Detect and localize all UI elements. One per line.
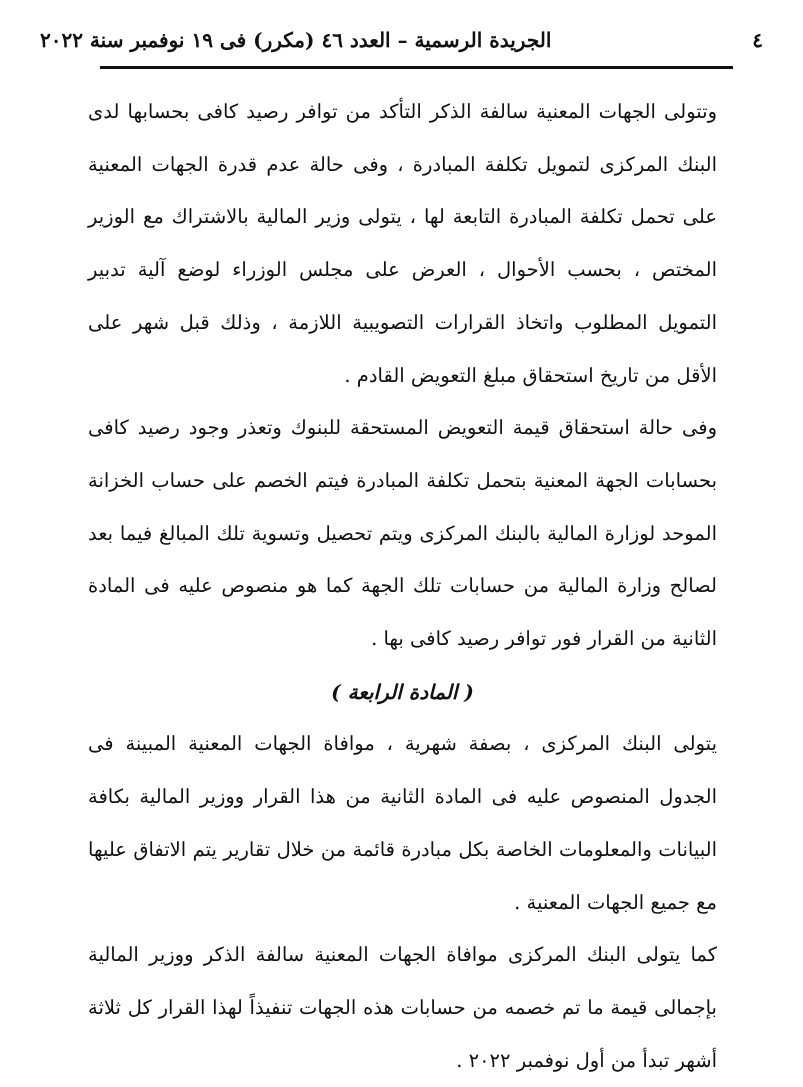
paragraph-monthly-reporting: يتولى البنك المركزى ، بصفة شهرية ، موافاة الجهات المعنية المبينة فى الجدول المنصوص عليه فى المادة الثانية من هذا القرار ووزير المالية بكافة البيانات والمعلومات الخاصة بكل مبادرة قائمة من خلال تقارير يتم الاتفاق عليها مع جميع الجهات المعنية . xyxy=(88,732,717,914)
paragraph-quarterly-reporting: كما يتولى البنك المركزى موافاة الجهات المعنية سالفة الذكر ووزير المالية بإجمالى قيمة ما تم خصمه من حسابات هذه الجهات تنفيذاً لهذا القرار كل ثلاثة أشهر تبدأ من أول نوفمبر ٢٠٢٢ . xyxy=(88,943,717,1072)
header-rule xyxy=(100,66,733,69)
paragraph-funding-responsibility: وتتولى الجهات المعنية سالفة الذكر التأكد من توافر رصيد كافى بحسابها لدى البنك المركزى لتمويل تكلفة المبادرة ، وفى حالة عدم قدرة الجهات المعنية على تحمل تكلفة المبادرة التابعة لها ، يتولى وزير المالية بالاشتراك مع الوزير المختص ، بحسب الأحوال ، العرض على مجلس الوزراء لوضع آلية تدبير التمويل المطلوب واتخاذ القرارات التصويبية اللازمة ، وذلك قبل شهر على الأقل من تاريخ استحقاق مبلغ التعويض القادم . xyxy=(88,100,717,387)
page-header xyxy=(40,20,763,60)
article-four-heading: ( المادة الرابعة ) xyxy=(331,679,474,704)
gazette-title: الجريدة الرسمية – العدد ٤٦ (مكرر) فى ١٩ نوفمبر سنة ٢٠٢٢ xyxy=(40,28,552,52)
page-number: ٤ xyxy=(752,28,763,52)
document-body xyxy=(88,86,717,1087)
paragraph-compensation-deduction: وفى حالة استحقاق قيمة التعويض المستحقة للبنوك وتعذر وجود رصيد كافى بحسابات الجهة المعنية بتحمل تكلفة المبادرة فيتم الخصم على حساب الخزانة الموحد لوزارة المالية بالبنك المركزى ويتم تحصيل وتسوية تلك المبالغ فيما بعد لصالح وزارة المالية من حسابات تلك الجهة كما هو منصوص عليه فى المادة الثانية من القرار فور توافر رصيد كافى بها . xyxy=(88,416,717,651)
